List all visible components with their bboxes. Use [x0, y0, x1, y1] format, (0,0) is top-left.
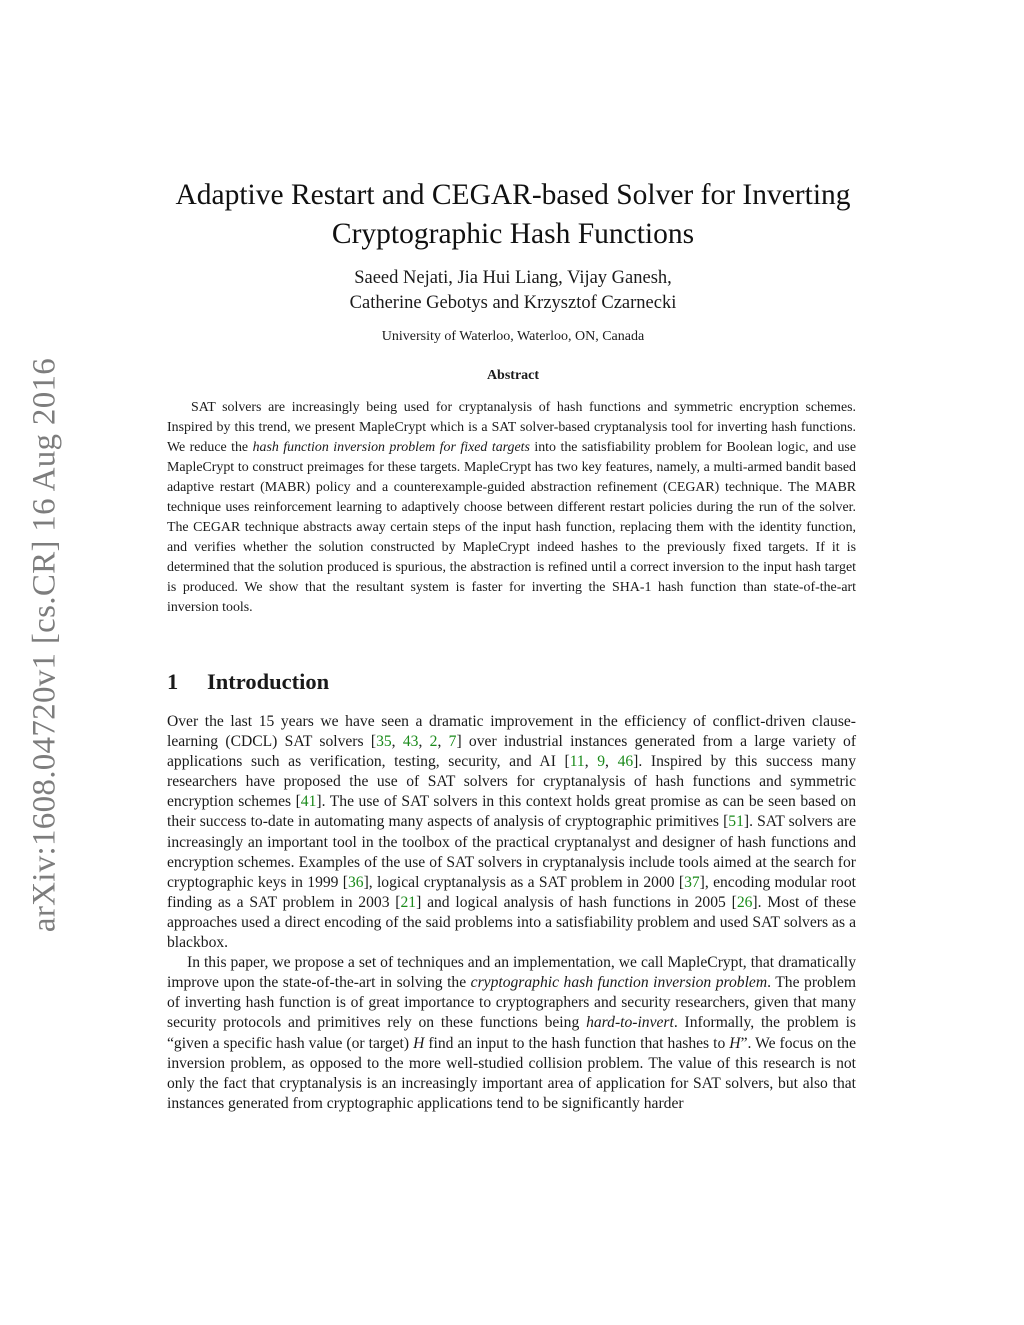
- citation-link[interactable]: 2: [429, 733, 438, 751]
- section-number: 1: [167, 669, 179, 694]
- introduction-body: [167, 712, 856, 1114]
- arxiv-identifier: arXiv:1608.04720v1 [cs.CR] 16 Aug 2016: [26, 357, 63, 933]
- abstract-heading: Abstract: [486, 368, 540, 383]
- body-text: ,: [437, 733, 449, 751]
- abstract-text: SAT solvers are increasingly being used for cryptanalysis of hash functions and symmetric encryption schemes. Inspired by this trend, we present MapleCrypt which is a SAT solver-based cryptanalysis tool for inverting hash functions. We reduce the: [167, 400, 856, 455]
- citation-link[interactable]: 41: [300, 793, 317, 811]
- authors-line-1: Saeed Nejati, Jia Hui Liang, Vijay Ganesh,: [354, 268, 672, 288]
- citation-link[interactable]: 35: [376, 733, 392, 751]
- citation-link[interactable]: 37: [684, 873, 700, 891]
- citation-link[interactable]: 51: [728, 813, 744, 831]
- citation-link[interactable]: 11: [569, 753, 585, 771]
- paragraph-1: [167, 712, 856, 953]
- body-text: find an input to the hash function that hashes to: [424, 1034, 730, 1052]
- authors-line-2: Catherine Gebotys and Krzysztof Czarnecki: [349, 293, 677, 313]
- math-symbol: H: [413, 1034, 425, 1052]
- body-text: ]. The use of SAT solvers in this context holds great promise as can be seen based on their success to-date in automating many aspects of analysis of cryptographic primitives [: [167, 793, 856, 831]
- body-emphasis: hard-to-invert: [586, 1014, 674, 1032]
- body-text: In this paper, we propose a set of techniques and an implementation, we call MapleCrypt, that dramatically improve upon the state-of-the-art in solving the: [167, 954, 856, 992]
- body-text: ] over industrial instances generated from a large variety of applications such as verification, testing, security, and AI [: [167, 733, 857, 771]
- body-text: . Informally, the problem is “given a specific hash value (or target): [167, 1014, 856, 1052]
- body-text: ]. SAT solvers are increasingly an important tool in the toolbox of the practical cryptanalyst and designer of hash functions and encryption schemes. Examples of the use of SAT solvers in cryptanalysis include tools aimed at the search for cryptographic keys in 1999 [: [167, 813, 856, 891]
- body-emphasis: cryptographic hash function inversion problem: [470, 974, 768, 992]
- citation-link[interactable]: 26: [736, 893, 753, 911]
- body-text: ]. Most of these approaches used a direct encoding of the said problems into a satisfiability problem and used SAT solvers as a blackbox.: [167, 893, 856, 952]
- section-heading-introduction: [167, 669, 856, 695]
- citation-link[interactable]: 21: [400, 893, 417, 911]
- citation-link[interactable]: 7: [448, 733, 457, 751]
- paper-title: [170, 176, 856, 254]
- title-line-2: Cryptographic Hash Functions: [331, 218, 695, 250]
- abstract-text: into the satisfiability problem for Boolean logic, and use MapleCrypt to construct preimages for these targets. MapleCrypt has two key features, namely, a multi-armed bandit based adaptive restart (MABR) policy and a counterexample-guided abstraction refinement (CEGAR) technique. The MABR technique uses reinforcement learning to adaptively choose between different restart policies during the run of the solver. The CEGAR technique abstracts away certain steps of the input hash function, replacing them with the identity function, and verifies whether the solution constructed by MapleCrypt indeed hashes to the previously fixed targets. If it is determined that the solution produced is spurious, the abstraction is refined until a correct inversion to the input hash target is produced. We show that the resultant system is faster for inverting the SHA-1 hash function than state-of-the-art inversion tools.: [167, 440, 856, 615]
- abstract-paragraph: [167, 398, 856, 618]
- section-title: Introduction: [207, 669, 330, 694]
- body-text: ] and logical analysis of hash functions in 2005 [: [416, 893, 737, 911]
- body-text: Over the last 15 years we have seen a dramatic improvement in the efficiency of conflict-driven clause-learning (CDCL) SAT solvers [: [167, 713, 856, 751]
- body-text: ,: [605, 753, 618, 771]
- math-symbol: H: [729, 1034, 741, 1052]
- citation-link[interactable]: 36: [347, 873, 364, 891]
- citation-link[interactable]: 43: [402, 733, 419, 751]
- author-list: [170, 266, 856, 316]
- citation-link[interactable]: 9: [597, 753, 606, 771]
- body-text: ,: [391, 733, 403, 751]
- abstract-body: [167, 398, 856, 618]
- body-text: ,: [584, 753, 598, 771]
- affiliation: University of Waterloo, Waterloo, ON, Canada: [381, 329, 645, 344]
- title-line-1: Adaptive Restart and CEGAR-based Solver for Inverting: [175, 179, 851, 211]
- paragraph-2: [167, 953, 856, 1114]
- citation-link[interactable]: 46: [617, 753, 634, 771]
- arxiv-sidebar: [0, 340, 90, 950]
- body-text: . The problem of inverting hash function is of great importance to cryptographers and security researchers, given that many security protocols and primitives rely on these functions being: [167, 974, 857, 1032]
- abstract-emphasis: hash function inversion problem for fixed targets: [252, 440, 530, 455]
- body-text: ”. We focus on the inversion problem, as opposed to the more well-studied collision problem. The value of this research is not only the fact that cryptanalysis is an increasingly important area of application for SAT solvers, but also that instances generated from cryptographic applications tend to be significantly harder: [167, 1034, 856, 1112]
- body-text: ], logical cryptanalysis as a SAT problem in 2000 [: [363, 873, 685, 891]
- body-text: ]. Inspired by this success many researchers have proposed the use of SAT solvers for cryptanalysis of hash functions and symmetric encryption schemes [: [167, 753, 857, 811]
- body-text: ], encoding modular root finding as a SAT problem in 2003 [: [167, 873, 856, 911]
- body-text: ,: [418, 733, 430, 751]
